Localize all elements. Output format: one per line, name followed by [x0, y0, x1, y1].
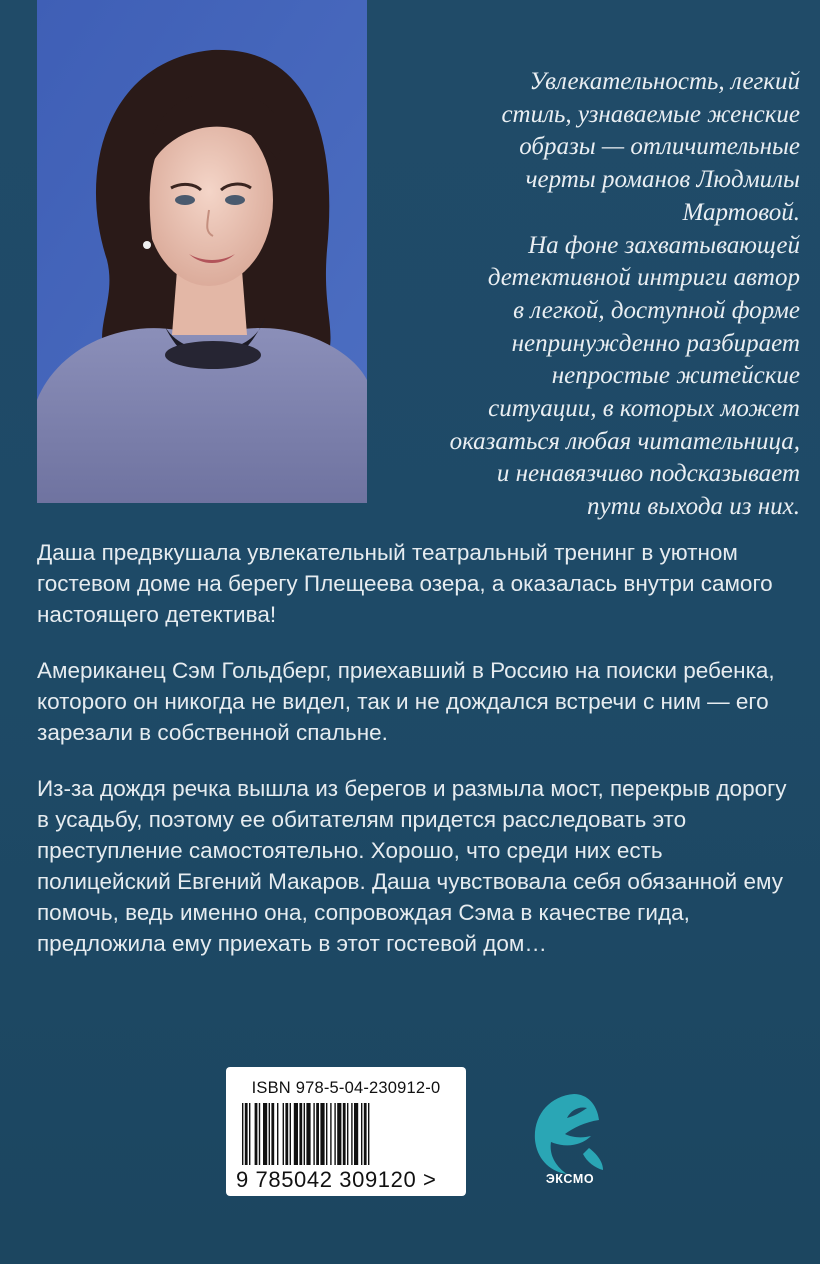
author-photo [37, 0, 367, 503]
isbn-barcode-box [226, 1067, 466, 1196]
barcode-icon [240, 1103, 452, 1167]
blurb-paragraph: Даша предвкушала увлекательный театральный тренинг в уютном гостевом доме на берегу Плещеева озера, а оказалась внутри самого настоящего детектива! [37, 540, 773, 627]
quote-line: оказаться любая читательница, [449, 427, 800, 455]
quote-line: черты романов Людмилы [525, 166, 800, 194]
quote-line: непростые житейские [551, 362, 800, 390]
quote-line: На фоне захватывающей [528, 231, 800, 259]
publisher-name: ЭКСМО [545, 1172, 595, 1186]
quote-line: и ненавязчиво подсказывает [496, 460, 800, 488]
blurb-paragraph: Из-за дождя речка вышла из берегов и размыла мост, перекрыв дорогу в усадьбу, поэтому ее обитателям придется расследовать это преступление самостоятельно. Хорошо, что среди них есть полицейский Евгений Макаров. Даша чувствовала себя обязанной ему помочь, ведь именно она, сопровождая Сэма в качестве гида, предложила ему приехать в этот гостевой дом… [37, 776, 787, 956]
quote-line: Мартовой. [682, 198, 800, 226]
author-quote [390, 66, 800, 524]
blurb-paragraph: Американец Сэм Гольдберг, приехавший в Россию на поиски ребенка, которого он никогда не видел, так и не дождался встречи с ним — его зарезали в собственной спальне. [37, 658, 775, 745]
quote-line: в легкой, доступной форме [513, 296, 800, 324]
isbn-label: ISBN 978-5-04-230912-0 [251, 1079, 441, 1097]
quote-line: образы — отличительные [519, 133, 800, 161]
book-blurb [37, 537, 797, 984]
isbn-digits: 9 785042 309120 > [236, 1167, 437, 1192]
quote-line: ситуации, в которых может [488, 395, 800, 423]
quote-line: детективной интриги автор [487, 264, 800, 292]
quote-line: стиль, узнаваемые женские [501, 100, 800, 128]
quote-line: непринужденно разбирает [511, 329, 800, 357]
author-portrait-image [37, 0, 367, 503]
quote-line: Увлекательность, легкий [529, 68, 800, 95]
quote-line: пути выхода из них. [587, 493, 800, 521]
